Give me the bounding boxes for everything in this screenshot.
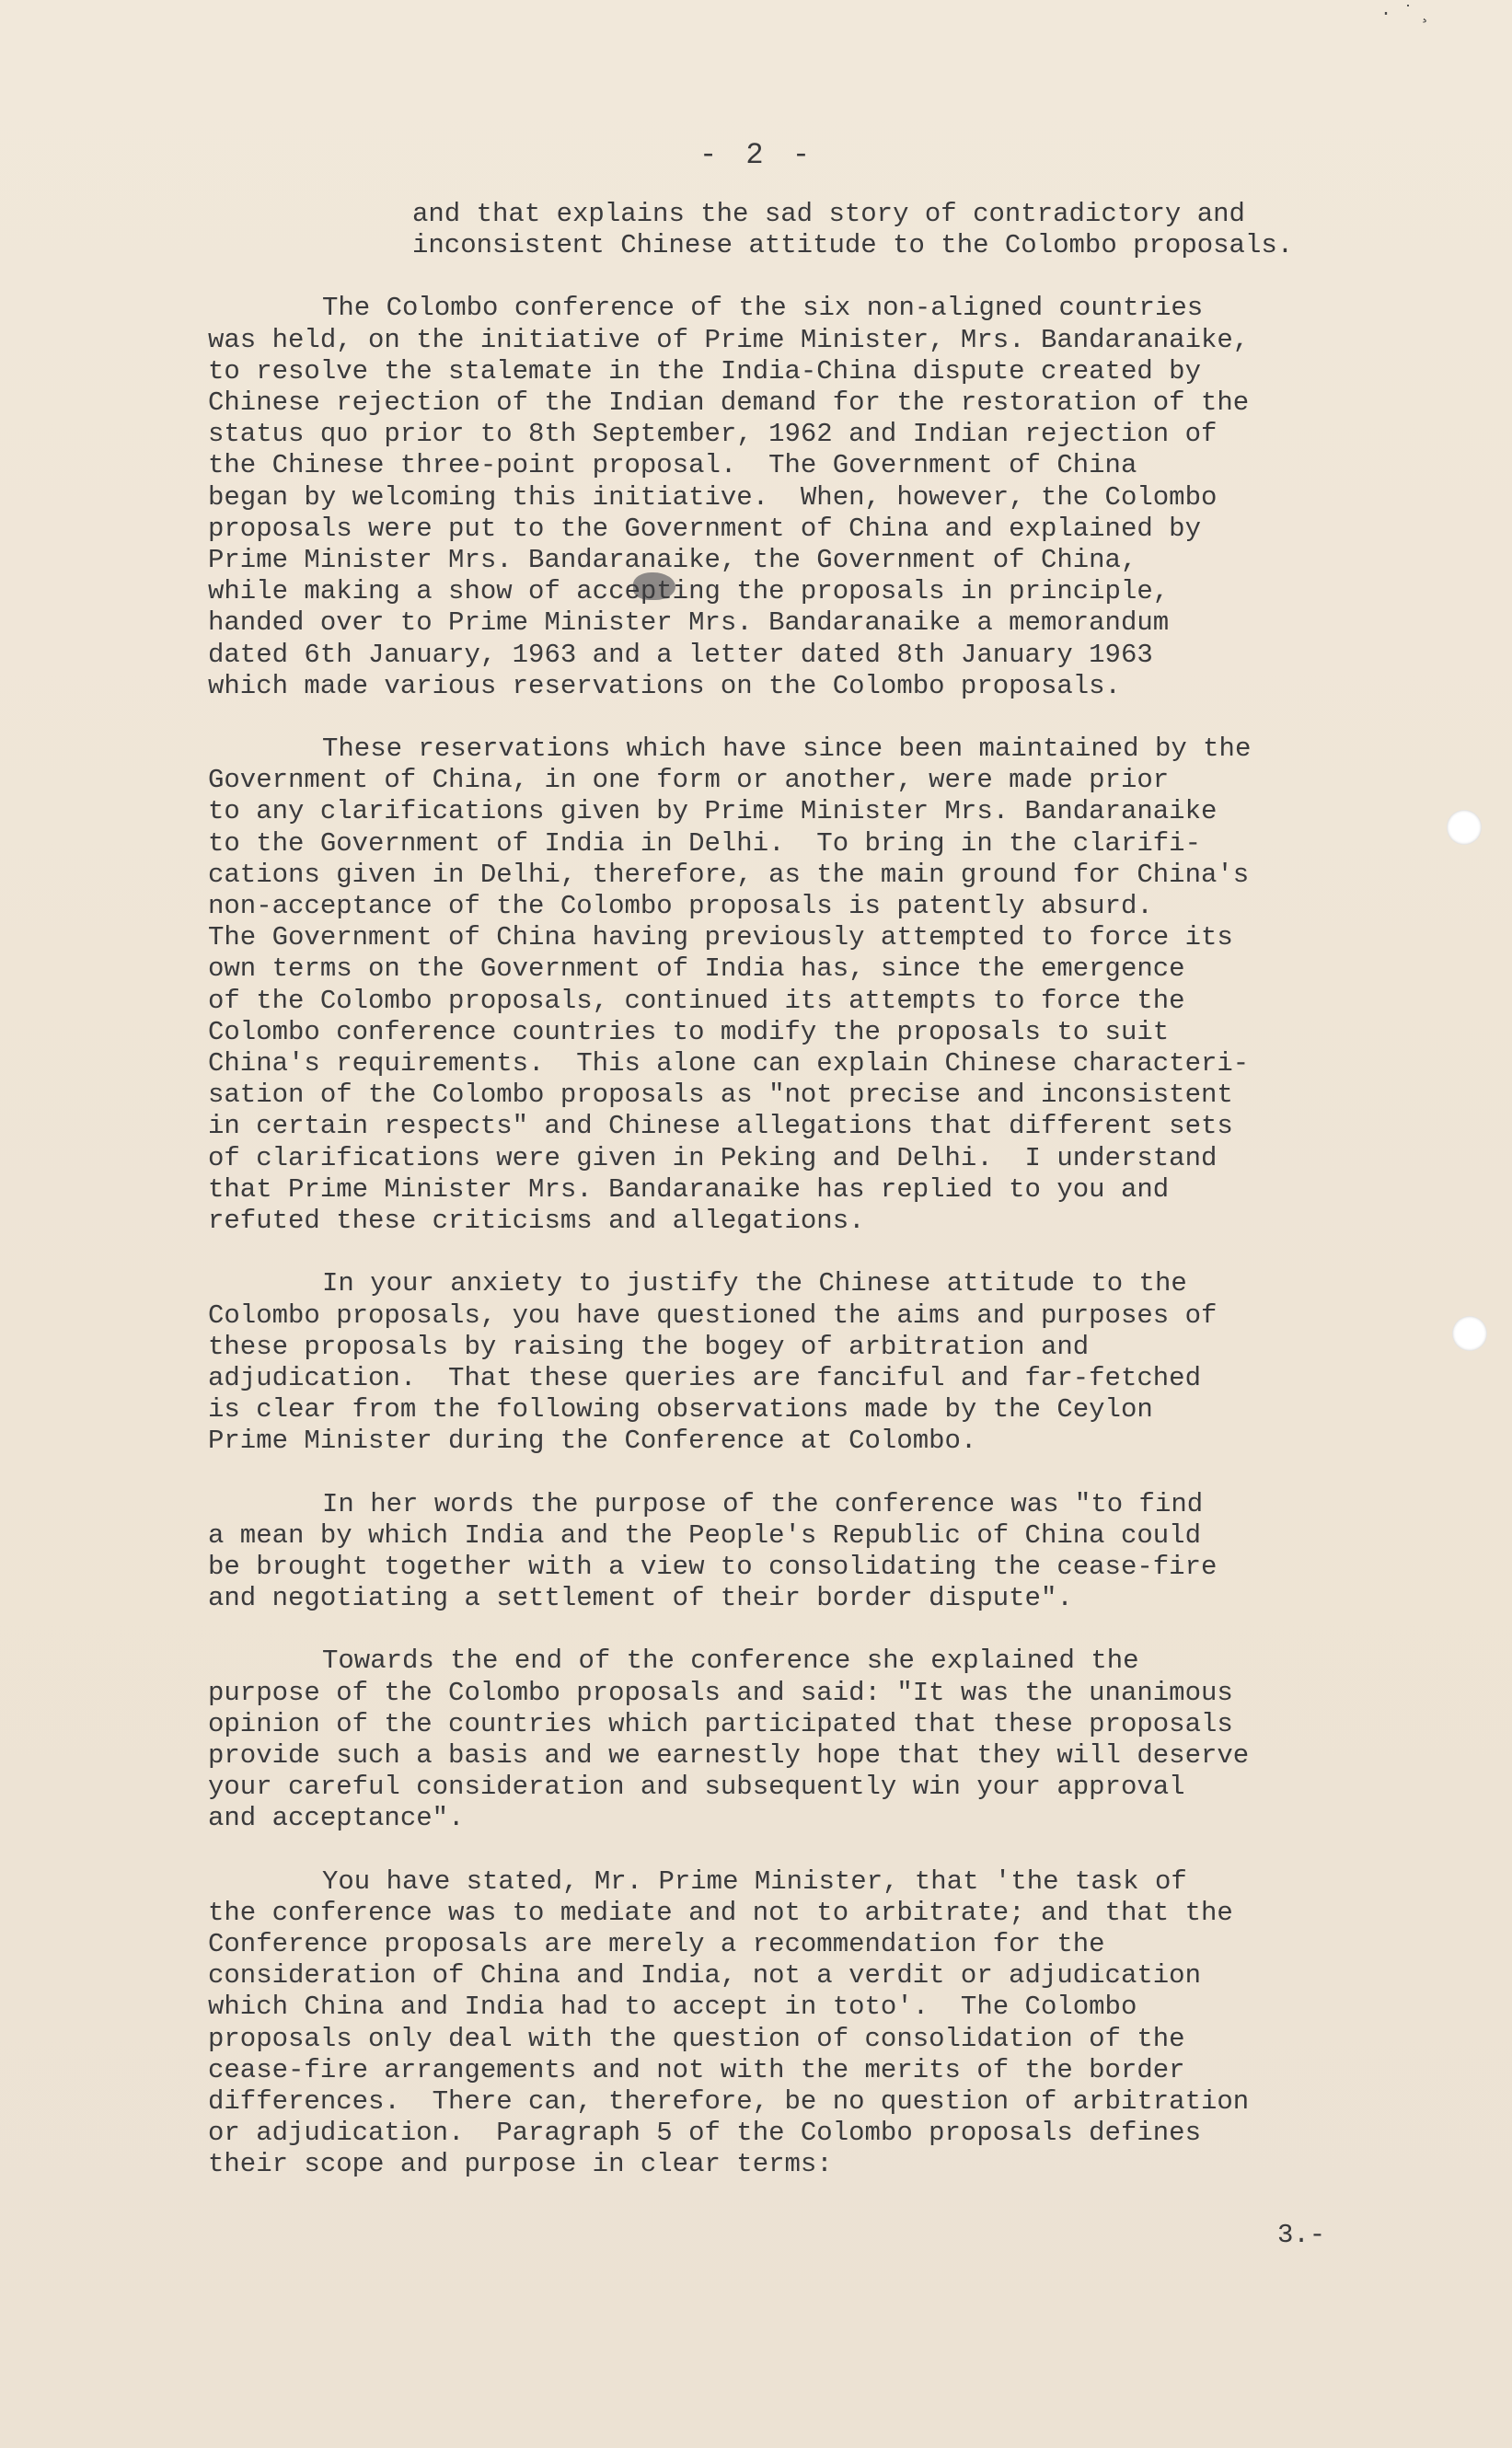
text-line: cease-fire arrangements and not with the merits of the border [208,2054,1185,2085]
text-line: differences. There can, therefore, be no question of arbitration [208,2085,1250,2117]
text-line: and acceptance". [208,1803,465,1834]
text-line: consideration of China and India, not a verdit or adjudication [208,1960,1201,1992]
paragraph-4 [208,1489,1441,1615]
text-line: The Government of China having previously attempted to force its [208,922,1233,953]
text-line: handed over to Prime Minister Mrs. Bandaranaike a memorandum [208,607,1170,639]
text-line: which made various reservations on the Colombo proposals. [208,670,1121,701]
text-line: while making a show of accepting the proposals in principle, [208,576,1170,607]
text-line: began by welcoming this initiative. When, however, the Colombo [208,481,1218,513]
text-line: purpose of the Colombo proposals and said: "It was the unanimous [208,1677,1233,1708]
text-line: Chinese rejection of the Indian demand for the restoration of the [208,387,1250,419]
text-line: Towards the end of the conference she explained the [322,1645,1139,1677]
text-line: is clear from the following observations made by the Ceylon [208,1394,1153,1426]
text-line: to resolve the stalemate in the India-China dispute created by [208,355,1201,387]
text-line: status quo prior to 8th September, 1962 and Indian rejection of [208,419,1218,450]
text-line: and negotiating a settlement of their border dispute". [208,1583,1073,1614]
text-line: These reservations which have since been maintained by the [322,733,1252,765]
text-line: to the Government of India in Delhi. To bring in the clarifi- [208,827,1201,859]
text-line: their scope and purpose in clear terms: [208,2149,833,2180]
text-line: or adjudication. Paragraph 5 of the Colombo proposals defines [208,2118,1201,2149]
text-line: proposals were put to the Government of China and explained by [208,513,1201,544]
text-line: in certain respects" and Chinese allegations that different sets [208,1111,1233,1142]
text-line: and that explains the sad story of contradictory and [412,199,1245,229]
text-line: The Colombo conference of the six non-aligned countries [322,293,1204,324]
next-page-marker: 3.- [1277,2220,1326,2250]
text-line: Conference proposals are merely a recommendation for the [208,1928,1105,1959]
text-line: non-acceptance of the Colombo proposals is patently absurd. [208,891,1153,922]
paragraph-3 [208,1268,1441,1457]
text-line: own terms on the Government of India has, since the emergence [208,953,1185,985]
text-line: inconsistent Chinese attitude to the Colombo proposals. [412,230,1294,261]
text-line: refuted these criticisms and allegations. [208,1206,865,1237]
text-line: your careful consideration and subsequently win your approval [208,1772,1185,1803]
text-line: a mean by which India and the People's Republic of China could [208,1519,1201,1551]
text-line: dated 6th January, 1963 and a letter dated 8th January 1963 [208,639,1153,670]
text-line: Colombo proposals, you have questioned the aims and purposes of [208,1299,1218,1331]
text-line: In your anxiety to justify the Chinese attitude to the [322,1268,1187,1299]
text-line: sation of the Colombo proposals as "not precise and inconsistent [208,1080,1233,1111]
text-line: Prime Minister Mrs. Bandaranaike, the Government of China, [208,545,1137,576]
text-line: the Chinese three-point proposal. The Government of China [208,450,1137,481]
text-line: be brought together with a view to consolidating the cease-fire [208,1551,1218,1582]
paragraph-2 [208,733,1441,1237]
text-line: the conference was to mediate and not to arbitrate; and that the [208,1897,1233,1928]
text-line: proposals only deal with the question of consolidation of the [208,2023,1185,2054]
text-line: Prime Minister during the Conference at Colombo. [208,1426,977,1457]
letter-body [208,199,1441,2181]
text-line: Government of China, in one form or another, were made prior [208,765,1170,796]
text-line: of clarifications were given in Peking and Delhi. I understand [208,1142,1218,1173]
text-line: these proposals by raising the bogey of arbitration and [208,1331,1090,1362]
corner-ink-mark: · ˙ ̧ [1380,4,1425,25]
text-line: cations given in Delhi, therefore, as the main ground for China's [208,859,1250,890]
text-line: China's requirements. This alone can explain Chinese characteri- [208,1048,1250,1080]
text-line: Colombo conference countries to modify the proposals to suit [208,1016,1170,1047]
text-line: to any clarifications given by Prime Minister Mrs. Bandaranaike [208,796,1218,827]
text-line: You have stated, Mr. Prime Minister, that 'the task of [322,1865,1187,1897]
text-line: was held, on the initiative of Prime Minister, Mrs. Bandaranaike, [208,324,1250,355]
punch-hole [1452,1316,1487,1351]
text-line: opinion of the countries which participated that these proposals [208,1708,1233,1739]
punch-hole [1447,810,1482,845]
text-line: that Prime Minister Mrs. Bandaranaike has replied to you and [208,1173,1170,1205]
continuation-block [208,199,1441,261]
text-line: adjudication. That these queries are fanciful and far-fetched [208,1362,1201,1393]
text-line: provide such a basis and we earnestly hope that they will deserve [208,1739,1250,1771]
paragraph-6 [208,1866,1441,2181]
text-line: of the Colombo proposals, continued its attempts to force the [208,985,1185,1016]
page-number: - 2 - [699,138,816,172]
paragraph-1 [208,293,1441,702]
paragraph-5 [208,1645,1441,1834]
text-line: which China and India had to accept in toto'. The Colombo [208,1992,1137,2023]
text-line: In her words the purpose of the conference was "to find [322,1488,1204,1519]
